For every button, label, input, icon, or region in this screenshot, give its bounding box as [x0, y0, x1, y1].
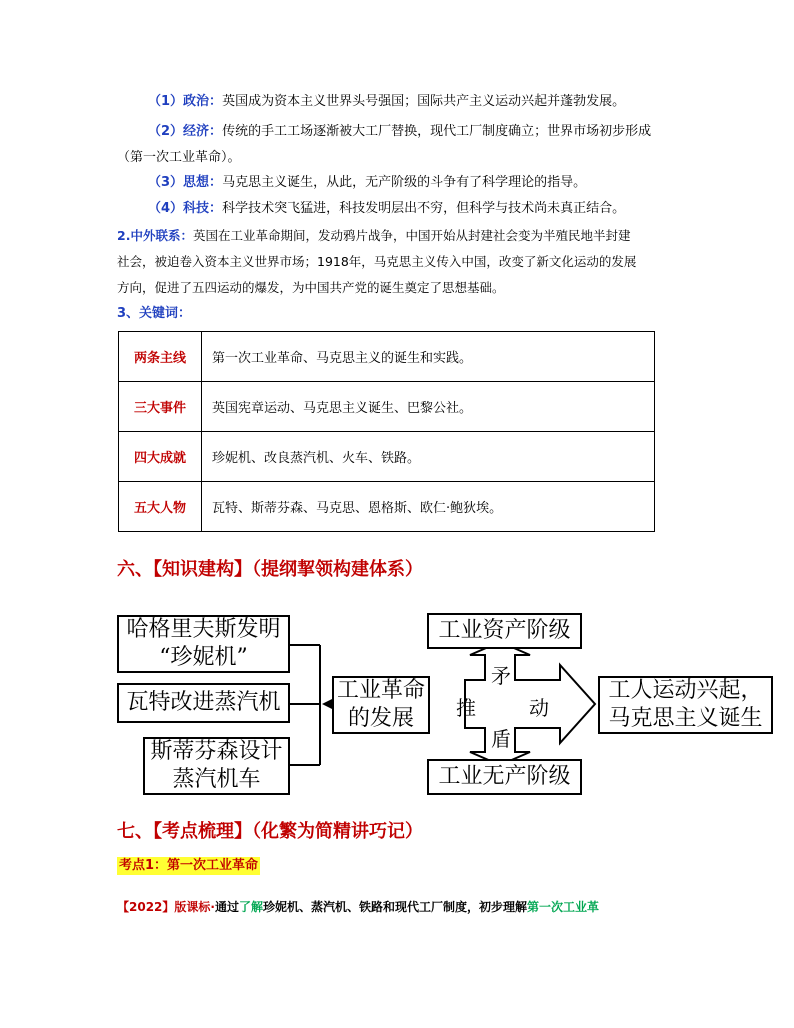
- section-subtitle: （化繁为简精讲巧记）: [252, 821, 423, 842]
- impact-num: （3）: [148, 175, 184, 190]
- kaodian-label: 考点1：第一次工业革命: [119, 858, 259, 873]
- box-center: [332, 676, 430, 734]
- keyword-value: 珍妮机、改良蒸汽机、火车、铁路。: [202, 432, 655, 482]
- box-result: [598, 676, 773, 734]
- keyword-value: 第一次工业革命、马克思主义的诞生和实践。: [202, 332, 655, 382]
- keyword-key: 两条主线: [119, 332, 202, 382]
- impact-text: 马克思主义诞生，从此，无产阶级的斗争有了科学理论的指导。: [222, 175, 587, 190]
- box-proletariat: 工业无产阶级: [427, 759, 582, 795]
- box-line: 蒸汽机车: [172, 767, 261, 792]
- standard-text: 珍妮机、蒸汽机、铁路和现代工厂制度，初步理解: [263, 900, 528, 914]
- standard-text: 通过: [214, 900, 239, 914]
- keyword-value: 瓦特、斯蒂芬森、马克思、恩格斯、欧仁·鲍狄埃。: [202, 482, 655, 532]
- label-tui: 推: [456, 696, 476, 720]
- curriculum-standard: [117, 898, 599, 915]
- impact-num: （4）: [148, 201, 184, 216]
- standard-verb: 了解: [238, 900, 263, 914]
- impact-label: 科技：: [183, 201, 223, 216]
- box-line: 的发展: [347, 706, 414, 731]
- box-line: “珍妮机”: [159, 645, 248, 670]
- impact-label: 经济：: [183, 124, 223, 139]
- label-dun: 盾: [491, 727, 511, 751]
- standard-prefix: 【2022】版课标·: [117, 900, 215, 914]
- impact-economy-cont: （第一次工业革命）。: [117, 150, 241, 165]
- impact-num: （2）: [148, 124, 184, 139]
- impact-text: 传统的手工工场逐渐被大工厂替换，现代工厂制度确立；世界市场初步形成: [222, 124, 652, 139]
- impact-text: 科学技术突飞猛进，科技发明层出不穷，但科学与技术尚未真正结合。: [222, 201, 626, 216]
- links-text: 英国在工业革命期间，发动鸦片战争，中国开始从封建社会变为半殖民地半封建: [192, 228, 631, 243]
- impact-text: 英国成为资本主义世界头号强国；国际共产主义运动兴起并蓬勃发展。: [222, 94, 626, 109]
- section-subtitle: （提纲挈领构建体系）: [252, 559, 423, 580]
- section-num: 六、: [117, 559, 153, 580]
- label-dong: 动: [529, 696, 549, 720]
- standard-tail: 第一次工业革: [527, 900, 600, 914]
- impact-num: （1）: [148, 94, 184, 109]
- keyword-key: 五大人物: [119, 482, 202, 532]
- links-line2: 社会，被迫卷入资本主义世界市场；1918年，马克思主义传入中国，改变了新文化运动的发展: [117, 254, 637, 269]
- section7-heading: [117, 820, 423, 844]
- box-line: 斯蒂芬森设计: [150, 739, 283, 764]
- links-line3: 方向，促进了五四运动的爆发，为中国共产党的诞生奠定了思想基础。: [117, 280, 505, 295]
- impact-label: 政治：: [183, 94, 223, 109]
- box-bourgeoisie: 工业资产阶级: [427, 613, 582, 649]
- box-stephenson: [143, 737, 290, 795]
- keyword-value: 英国宪章运动、马克思主义诞生、巴黎公社。: [202, 382, 655, 432]
- box-line: 工业革命: [336, 678, 425, 703]
- box-line: 工人运动兴起，: [608, 678, 763, 703]
- box-line: 马克思主义诞生: [608, 706, 763, 731]
- box-watt: 瓦特改进蒸汽机: [117, 683, 290, 723]
- section-num: 七、: [117, 821, 153, 842]
- impact-label: 思想：: [183, 175, 223, 190]
- section-title: 【考点梳理】: [153, 821, 252, 842]
- keyword-key: 四大成就: [119, 432, 202, 482]
- keywords-heading: 3、关键词：: [117, 306, 192, 321]
- box-jenny: [117, 615, 290, 673]
- box-line: 哈格里夫斯发明: [126, 617, 281, 642]
- links-label: 2.中外联系：: [117, 228, 193, 243]
- section-title: 【知识建构】: [153, 559, 252, 580]
- label-mao: 矛: [491, 664, 511, 688]
- keyword-key: 三大事件: [119, 382, 202, 432]
